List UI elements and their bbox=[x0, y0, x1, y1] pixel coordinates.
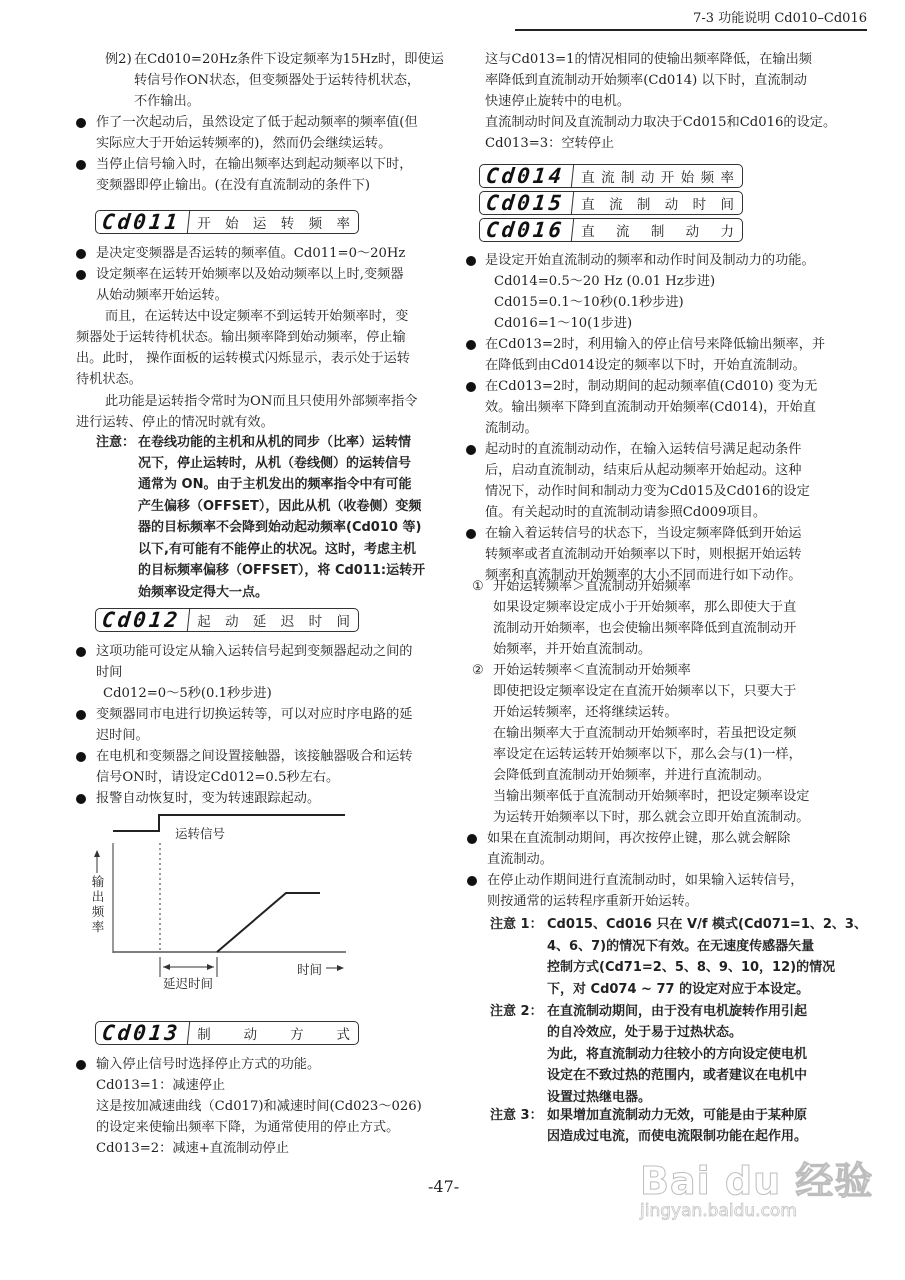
note-line: 的自冷效应，处于易于过热状态。 bbox=[547, 1025, 743, 1040]
note-line: 因造成过电流，而使电流限制功能在起作用。 bbox=[547, 1129, 808, 1144]
bullet-icon bbox=[467, 876, 477, 886]
note-line: 4、6、7)的情况下有效。在无速度传感器矢量 bbox=[547, 939, 815, 954]
param-name: 直 流 制 动 开 始 频 率 bbox=[581, 170, 734, 186]
note-line: 为此，将直流制动力往较小的方向设定使电机 bbox=[547, 1047, 808, 1062]
bullet-text: 情况下，动作时间和制动力变为Cd015及Cd016的设定 bbox=[485, 484, 810, 499]
note-label: 注意 2： bbox=[490, 1004, 543, 1019]
case-title: 开始运转频率＜直流制动开始频率 bbox=[493, 663, 691, 678]
param-box-cd013 bbox=[95, 1021, 359, 1045]
intro-line: 率降低到直流制动开始频率(Cd014) 以下时，直流制动 bbox=[485, 73, 807, 88]
bullet-text: 设定频率在运转开始频率以及始动频率以上时,变频器 bbox=[96, 267, 404, 282]
page-number: -47- bbox=[428, 1177, 460, 1196]
note-line: 况下，停止运转时，从机（卷线侧）的运转信号 bbox=[138, 456, 412, 471]
bullet-text: 在降低到由Cd014设定的频率以下时，开始直流制动。 bbox=[485, 358, 806, 373]
mode-line: Cd013=2：减速+直流制动停止 bbox=[96, 1141, 289, 1156]
note-line: 的目标频率偏移（OFFSET），将 Cd011:运转开 bbox=[138, 563, 426, 578]
bullet-icon bbox=[466, 529, 476, 539]
param-name: 直 流 制 动 力 bbox=[581, 224, 734, 240]
note-line: 器的目标频率不会降到始动起动频率(Cd010 等) bbox=[138, 520, 422, 535]
example-label: 例2) bbox=[105, 52, 132, 67]
param-box-cd014 bbox=[479, 164, 743, 188]
param-code: Cd014 bbox=[479, 165, 575, 187]
y-axis-label: 输 出 频 率 bbox=[91, 874, 105, 934]
watermark-url: jingyan.baidu.com bbox=[640, 1201, 797, 1221]
bullet-icon bbox=[466, 445, 476, 455]
case-number: ② bbox=[472, 663, 484, 678]
bullet-icon bbox=[466, 340, 476, 350]
case-line: 流制动开始频率，也会使输出频率降低到直流制动开 bbox=[493, 621, 797, 636]
bullet-text: 这项功能可设定从输入运转信号起到变频器起动之间的 bbox=[96, 644, 413, 659]
bullet-text: 效。输出频率下降到直流制动开始频率(Cd014)，开始直 bbox=[485, 400, 816, 415]
case-line: 如果设定频率设定成小于开始频率，那么即使大于直 bbox=[493, 600, 797, 615]
note-line: 设置过热继电器。 bbox=[547, 1090, 652, 1105]
paragraph-line: 此功能是运转指令常时为ON而且只使用外部频率指令 bbox=[105, 394, 418, 409]
mode-line: Cd013=1：减速停止 bbox=[96, 1078, 226, 1093]
case-line: 在输出频率大于直流制动开始频率时，若虽把设定频 bbox=[493, 726, 797, 741]
bullet-icon bbox=[466, 256, 476, 266]
bullet-icon bbox=[466, 382, 476, 392]
bullet-text: 变频器即停止输出。(在没有直流制动的条件下) bbox=[96, 178, 371, 193]
param-box-cd015 bbox=[479, 191, 743, 215]
bullet-text: 报警自动恢复时，变为转速跟踪起动。 bbox=[96, 791, 321, 806]
case-line: 始频率，并开始直流制动。 bbox=[493, 642, 652, 657]
case-line: 开始运转频率，还将继续运转。 bbox=[493, 705, 678, 720]
range-text: Cd016=1～10(1步进) bbox=[494, 316, 633, 331]
param-code: Cd013 bbox=[95, 1022, 191, 1044]
range-text: Cd012=0～5秒(0.1秒步进) bbox=[103, 686, 272, 701]
bullet-text: 作了一次起动后，虽然设定了低于起动频率的频率值(但 bbox=[96, 115, 418, 130]
case-number: ① bbox=[472, 579, 484, 594]
bullet-icon bbox=[467, 834, 477, 844]
case-line: 即使把设定频率设定在直流开始频率以下，只要大于 bbox=[493, 684, 797, 699]
note-line: 在卷线功能的主机和从机的同步（比率）运转情 bbox=[138, 435, 412, 450]
param-code: Cd015 bbox=[479, 192, 575, 214]
bullet-text: 后，启动直流制动，结束后从起动频率开始起动。这种 bbox=[485, 463, 802, 478]
bullet-text: 当停止信号输入时，在输出频率达到起动频率以下时， bbox=[96, 157, 413, 172]
bullet-text: 转频率或者直流制动开始频率以下时，则根据开始运转 bbox=[485, 547, 802, 562]
note-label: 注意 1： bbox=[490, 917, 543, 932]
range-text: Cd014=0.5～20 Hz (0.01 Hz步进) bbox=[494, 274, 716, 289]
param-code: Cd016 bbox=[479, 219, 575, 241]
param-name: 直 流 制 动 时 间 bbox=[581, 197, 734, 213]
note-line: Cd015、Cd016 只在 V/f 模式(Cd071=1、2、3、 bbox=[547, 917, 867, 932]
paragraph-line: 频器处于运转待机状态。输出频率降到始动频率，停止输 bbox=[76, 330, 406, 345]
x-axis-label: 时间 bbox=[297, 962, 323, 977]
bullet-text: 实际应大于开始运转频率的)，然而仍会继续运转。 bbox=[96, 136, 392, 151]
param-name: 起 动 延 迟 时 间 bbox=[197, 614, 350, 630]
note-label: 注意 3： bbox=[490, 1108, 543, 1123]
note-line: 设定在不致过热的范围内，或者建议在电机中 bbox=[547, 1068, 808, 1083]
mode-line: 的设定来使输出频率下降，为通常使用的停止方式。 bbox=[96, 1120, 400, 1135]
note-label: 注意： bbox=[96, 435, 136, 450]
bullet-text: 时间 bbox=[96, 665, 123, 680]
note-line: 如果增加直流制动力无效，可能是由于某种原 bbox=[547, 1108, 808, 1123]
bullet-text: 变频器同市电进行切换运转等，可以对应时序电路的延 bbox=[96, 707, 413, 722]
param-code: Cd011 bbox=[95, 211, 191, 233]
bullet-text: 是设定开始直流制动的频率和动作时间及制动力的功能。 bbox=[485, 253, 815, 268]
delay-label: 延迟时间 bbox=[163, 976, 214, 991]
note-line: 下，对 Cd074 ~ 77 的设定对应于本设定。 bbox=[547, 982, 810, 997]
bullet-text: 则按通常的运转程序重新开始运转。 bbox=[487, 894, 698, 909]
bullet-text: 直流制动。 bbox=[487, 852, 553, 867]
paragraph-line: 而且，在运转达中设定频率不到运转开始频率时，变 bbox=[105, 309, 409, 324]
mode-line: 这是按加减速曲线（Cd017)和减速时间(Cd023～026) bbox=[96, 1099, 422, 1114]
intro-line: 快速停止旋转中的电机。 bbox=[485, 94, 631, 109]
note-line: 以下,有可能有不能停止的状况。这时，考虑主机 bbox=[138, 542, 416, 557]
bullet-text: 是决定变频器是否运转的频率值。Cd011=0～20Hz bbox=[96, 246, 406, 261]
case-line: 率设定在运转运转开始频率以下，那么会与(1)一样， bbox=[493, 747, 802, 762]
note-line: 在直流制动期间，由于没有电机旋转作用引起 bbox=[547, 1004, 808, 1019]
param-code: Cd012 bbox=[95, 609, 191, 631]
param-name: 开 始 运 转 频 率 bbox=[197, 216, 350, 232]
bullet-text: 在Cd013=2时，利用输入的停止信号来降低输出频率，并 bbox=[485, 337, 826, 352]
intro-line: 这与Cd013=1的情况相同的使输出频率降低，在输出频 bbox=[485, 52, 812, 67]
note-line: 始频率设定得大一点。 bbox=[138, 585, 269, 600]
range-text: Cd015=0.1～10秒(0.1秒步进) bbox=[494, 295, 684, 310]
header-title: 7-3 功能说明 Cd010–Cd016 bbox=[693, 11, 867, 26]
intro-line: 直流制动时间及直流制动力取决于Cd015和Cd016的设定。 bbox=[485, 115, 837, 130]
bullet-text: 在电机和变频器之间设置接触器，该接触器吸合和运转 bbox=[96, 749, 413, 764]
param-box-cd016 bbox=[479, 218, 743, 242]
bullet-text: 流制动。 bbox=[485, 421, 538, 436]
case-line: 当输出频率低于直流制动开始频率时，把设定频率设定 bbox=[493, 789, 810, 804]
paragraph-line: 出。此时， 操作面板的运转模式闪烁显示，表示处于运转 bbox=[76, 351, 410, 366]
note-line: 产生偏移（OFFSET），因此从机（收卷侧）变频 bbox=[138, 499, 422, 514]
param-name: 制 动 方 式 bbox=[197, 1027, 350, 1043]
case-line: 会降低到直流制动开始频率，并进行直流制动。 bbox=[493, 768, 770, 783]
signal-label: 运转信号 bbox=[175, 826, 226, 841]
example-line: 转信号作ON状态，但变频器处于运转待机状态， bbox=[134, 73, 421, 88]
bullet-text: 在停止动作期间进行直流制动时，如果输入运转信号， bbox=[487, 873, 804, 888]
bullet-text: 频率和直流制动开始频率的大小不同而进行如下动作。 bbox=[485, 568, 802, 583]
example-line: 不作输出。 bbox=[134, 94, 200, 109]
bullet-text: 输入停止信号时选择停止方式的功能。 bbox=[96, 1057, 321, 1072]
bullet-text: 如果在直流制动期间，再次按停止键，那么就会解除 bbox=[487, 831, 791, 846]
paragraph-line: 进行运转、停止的情况时就有效。 bbox=[76, 415, 274, 430]
bullet-text: 值。有关起动时的直流制动请参照Cd009项目。 bbox=[485, 505, 767, 520]
note-line: 控制方式(Cd71=2、5、8、9、10，12)的情况 bbox=[547, 960, 836, 975]
bullet-text: 迟时间。 bbox=[96, 728, 149, 743]
bullet-text: 在Cd013=2时，制动期间的起动频率值(Cd010) 变为无 bbox=[485, 379, 818, 394]
intro-line: Cd013=3：空转停止 bbox=[485, 136, 615, 151]
bullet-text: 起动时的直流制动动作，在输入运转信号满足起动条件 bbox=[485, 442, 802, 457]
example-line: 在Cd010=20Hz条件下设定频率为15Hz时，即使运 bbox=[134, 52, 444, 67]
bullet-text: 信号ON时，请设定Cd012=0.5秒左右。 bbox=[96, 770, 340, 785]
watermark-logo: Bai du 经验 bbox=[640, 1159, 874, 1203]
baidu-watermark bbox=[640, 1150, 873, 1221]
case-title: 开始运转频率＞直流制动开始频率 bbox=[493, 579, 691, 594]
bullet-icon bbox=[76, 1060, 86, 1070]
bullet-text: 在输入着运转信号的状态下，当设定频率降低到开始运 bbox=[485, 526, 802, 541]
bullet-text: 从始动频率开始运转。 bbox=[96, 288, 228, 303]
case-line: 为运转开始频率以下时，那么就会立即开始直流制动。 bbox=[493, 810, 810, 825]
note-line: 通常为 ON。由于主机发出的频率指令中有可能 bbox=[138, 477, 412, 492]
paragraph-line: 待机状态。 bbox=[76, 372, 142, 387]
